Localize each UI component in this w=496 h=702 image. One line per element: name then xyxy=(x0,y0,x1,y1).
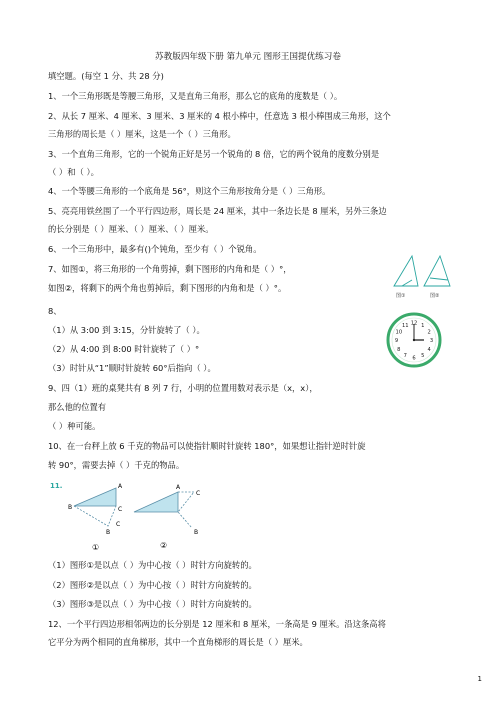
label-c-2: C xyxy=(196,490,201,497)
clock-center xyxy=(413,339,415,341)
question-5-line-2: 的长分别是（ ）厘米、（ ）厘米、（ ）厘米。 xyxy=(48,224,214,234)
question-12-line-2: 它平分为两个相同的直角梯形，其中一个直角梯形的周长是（ ）厘米。 xyxy=(48,637,308,647)
question-8-part-2: （2）从 4:00 到 8:00 时针旋转了（ ）° xyxy=(48,344,200,354)
label-a-2: A xyxy=(176,484,181,491)
question-10-line-2: 转 90°，需要去掉（ ）千克的物品。 xyxy=(48,460,185,470)
clock-numeral-5: 5 xyxy=(421,353,425,360)
question-11-part-3: （3）图形③是以点（ ）为中心按（ ）时针方向旋转的。 xyxy=(48,599,257,609)
section-intro: 填空题。(每空 1 分、共 28 分) xyxy=(48,71,164,81)
question-7-line-1: 7、如图①，将三角形的一个角剪掉，剩下图形的内角和是（ ）°， xyxy=(48,264,292,274)
question-9-line-3: （ ）种可能。 xyxy=(48,421,101,431)
question-2-line-2: 三角形的周长是（ ）厘米，这是一个（ ）三角形。 xyxy=(48,129,236,139)
triangle-2-rotated xyxy=(178,492,194,528)
figure-2-shape xyxy=(424,256,450,286)
clock-numeral-1: 1 xyxy=(421,322,425,329)
question-5-line-1: 5、亮亮用铁丝围了一个平行四边形，周长是 24 厘米，其中一条边长是 8 厘米，另外三条边 xyxy=(48,206,387,216)
triangle-1-rotated xyxy=(74,506,116,526)
label-b-1: B xyxy=(68,504,73,511)
question-11-part-2: （2）图形②是以点（ ）为中心按（ ）时针方向旋转的。 xyxy=(48,580,257,590)
page-number: 1 xyxy=(477,675,482,683)
clock-numeral-4: 4 xyxy=(427,346,431,353)
figure-1-cut-line xyxy=(402,280,412,286)
question-8-part-1: （1）从 3:00 到 3:15，分针旋转了（ ）。 xyxy=(48,325,205,335)
clock-numeral-10: 10 xyxy=(395,329,403,336)
label-b-2: B xyxy=(194,529,199,536)
figure-1-label: 图① xyxy=(396,293,406,299)
question-7-figure xyxy=(388,250,458,300)
question-2-line-1: 2、从长 7 厘米、4 厘米、3 厘米、3 厘米的 4 根小棒中，任意选 3 根小棒围成三角形，这个 xyxy=(48,111,391,121)
label-b-1-rotated: B xyxy=(106,529,111,536)
clock-numeral-3: 3 xyxy=(429,338,434,344)
caption-1: ① xyxy=(92,543,100,552)
clock-numeral-12: 12 xyxy=(410,320,418,327)
triangle-2-original xyxy=(134,492,178,512)
question-3-line-1: 3、一个直角三角形，它的一个锐角正好是另一个锐角的 8 倍，它的两个锐角的度数分别是 xyxy=(48,149,380,159)
clock-numeral-11: 11 xyxy=(401,322,409,329)
figure-1-shape xyxy=(394,256,418,286)
clock-numeral-8: 8 xyxy=(397,346,401,353)
clock-numeral-7: 7 xyxy=(403,353,407,360)
triangle-1-original xyxy=(74,488,116,506)
question-7-line-2: 如图②，将剩下的两个角也剪掉后，剩下图形的内角和是（ ）°。 xyxy=(48,283,287,293)
figure-2-label: 图② xyxy=(430,293,440,299)
question-8: 8、 xyxy=(48,306,62,316)
label-c-1-rotated: C xyxy=(116,521,121,528)
clock-numeral-6: 6 xyxy=(412,355,416,362)
clock-numeral-2: 2 xyxy=(427,329,431,336)
question-9-line-1: 9、四（1）班的桌凳共有 8 列 7 行，小明的位置用数对表示是（x，x）， xyxy=(48,383,318,393)
question-11-figure xyxy=(48,478,218,553)
figure-2-cut-line xyxy=(430,278,448,280)
question-3-line-2: （ ）和（ ）。 xyxy=(48,167,99,177)
question-8-part-3: （3）时针从“1”顺时针旋转 60°后指向（ ）。 xyxy=(48,363,216,373)
caption-2: ② xyxy=(160,541,168,550)
label-a-1: A xyxy=(118,483,123,490)
question-10-line-1: 10、在一台秤上放 6 千克的物品可以使指针顺时针旋转 180°，如果想让指针逆时针旋 xyxy=(48,441,366,451)
label-c-1: C xyxy=(118,506,123,513)
question-11-part-1: （1）图形①是以点（ ）为中心按（ ）时针方向旋转的。 xyxy=(48,560,257,570)
clock-numeral-9: 9 xyxy=(394,338,399,344)
question-12-line-1: 12、一个平行四边形相邻两边的长分别是 12 厘米和 8 厘米，一条高是 9 厘米。沿这条高将 xyxy=(48,619,386,629)
question-9-line-2: 那么他的位置有 xyxy=(48,402,107,412)
page-title: 苏教版四年级下册 第九单元 图形王国提优练习卷 xyxy=(155,52,341,62)
figure-number: 11. xyxy=(50,482,63,490)
question-6: 6、一个三角形中，最多有()个钝角，至少有（ ）个锐角。 xyxy=(48,244,262,254)
question-4: 4、一个等腰三角形的一个底角是 56°，则这个三角形按角分是（ ）三角形。 xyxy=(48,186,331,196)
question-1: 1、一个三角形既是等腰三角形，又是直角三角形，那么它的底角的度数是（ ）。 xyxy=(48,91,343,101)
clock-figure xyxy=(386,312,442,368)
